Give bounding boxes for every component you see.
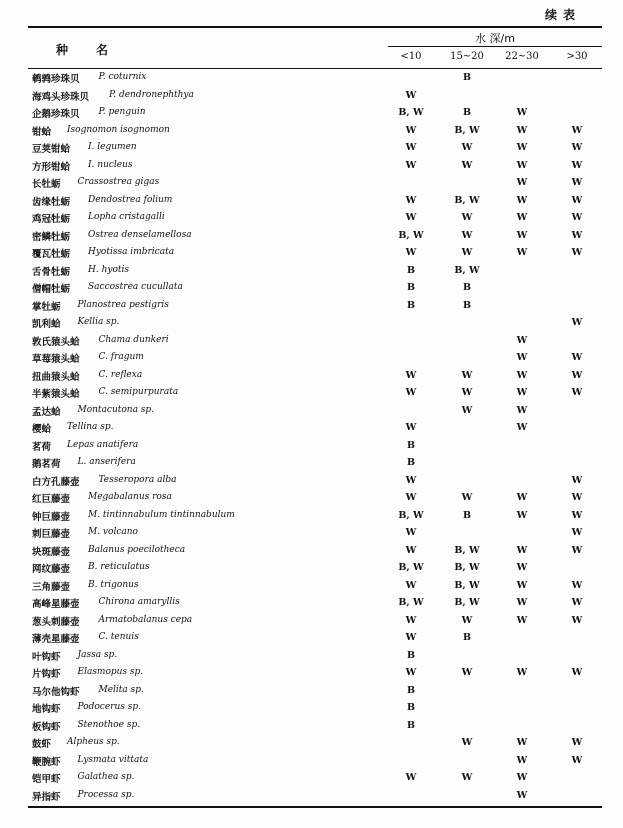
occurrence-cell: W	[516, 352, 528, 363]
occurrence-cell: B, W	[398, 562, 424, 573]
occurrence-cell: W	[571, 369, 583, 381]
table-row	[28, 349, 602, 367]
occurrence-cell: B	[406, 719, 416, 731]
common-name: 豆荚钳蛤	[32, 144, 71, 155]
scientific-name: Saccostrea cucullata	[88, 282, 183, 292]
scientific-name: Elasmopus sp.	[77, 667, 144, 677]
table-row	[28, 419, 602, 437]
common-name: 草莓猿头蛤	[32, 354, 80, 365]
scientific-name: Tesseropora alba	[98, 474, 177, 485]
occurrence-cell: W	[571, 124, 583, 136]
occurrence-cell: W	[571, 212, 583, 223]
scientific-name: B. reticulatus	[88, 562, 150, 572]
table-row	[28, 717, 602, 735]
occurrence-cell: W	[405, 632, 417, 643]
occurrence-cell: W	[516, 177, 528, 188]
occurrence-cell: W	[405, 124, 417, 136]
table-row	[28, 664, 602, 682]
occurrence-cell: W	[461, 614, 473, 626]
common-name: 长牡蛎	[32, 179, 61, 190]
occurrence-cell: B, W	[398, 509, 424, 521]
table-row	[28, 314, 602, 332]
occurrence-cell: B	[462, 632, 472, 643]
depth-col-22-30: 22~30	[505, 51, 539, 62]
occurrence-cell: W	[405, 387, 417, 398]
occurrence-cell: W	[516, 247, 528, 258]
scientific-name: M. tintinnabulum tintinnabulum	[88, 509, 235, 520]
common-name: 鹌鹑珍珠贝	[32, 74, 80, 85]
occurrence-cell: W	[516, 369, 528, 381]
table-row	[28, 104, 602, 122]
scientific-name: Planostrea pestigris	[77, 299, 169, 310]
occurrence-cell: W	[405, 369, 417, 381]
scientific-name: Armatobalanus cepa	[98, 614, 193, 625]
occurrence-cell: W	[516, 124, 528, 136]
occurrence-cell: W	[571, 194, 583, 206]
common-name: 三角藤壶	[32, 581, 71, 593]
scientific-name: Montacutona sp.	[77, 404, 155, 415]
occurrence-cell: W	[516, 509, 528, 521]
occurrence-cell: W	[516, 107, 528, 118]
occurrence-cell: W	[461, 387, 473, 398]
table-row	[28, 227, 602, 245]
occurrence-cell: W	[516, 229, 528, 241]
occurrence-cell: B	[406, 457, 416, 468]
scientific-name: Jassa sp.	[77, 649, 118, 660]
depth-header-rule	[388, 46, 602, 47]
occurrence-cell: W	[571, 492, 583, 503]
occurrence-cell: W	[571, 159, 583, 171]
common-name: 片钩虾	[32, 669, 61, 680]
occurrence-cell: W	[461, 737, 473, 748]
occurrence-cell: W	[405, 142, 417, 153]
common-name: 敦氏猿头蛤	[32, 336, 80, 348]
scientific-name: Dendostrea folium	[88, 194, 173, 205]
occurrence-cell: B, W	[454, 544, 480, 556]
scientific-name: Ostrea denselamellosa	[88, 229, 192, 240]
common-name: 茗荷	[32, 441, 52, 453]
occurrence-cell: W	[405, 247, 417, 258]
scientific-name: Stenothoe sp.	[77, 719, 141, 730]
occurrence-cell: B	[462, 282, 472, 293]
scientific-name: Kellia sp.	[77, 317, 120, 327]
common-name: 樱蛤	[32, 424, 52, 435]
common-name: 红巨藤壶	[32, 494, 71, 505]
scientific-name: P. penguin	[98, 107, 146, 117]
depth-col-15-20: 15~20	[450, 51, 484, 62]
occurrence-cell: W	[571, 754, 583, 766]
common-name: 扭曲猿头蛤	[32, 371, 80, 383]
table-row	[28, 157, 602, 175]
scientific-name: Tellina sp.	[67, 422, 114, 432]
table-row	[28, 647, 602, 665]
occurrence-cell: B, W	[454, 562, 480, 573]
occurrence-cell: W	[516, 422, 528, 433]
table-row	[28, 577, 602, 595]
table-row	[28, 769, 602, 787]
occurrence-cell: W	[516, 789, 528, 801]
table-row	[28, 402, 602, 420]
occurrence-cell: W	[571, 509, 583, 521]
occurrence-cell: W	[461, 159, 473, 171]
scientific-name: Balanus poecilotheca	[88, 544, 186, 555]
common-name: 铠甲虾	[32, 774, 61, 785]
scientific-name: Melita sp.	[98, 684, 144, 695]
occurrence-cell: W	[461, 492, 473, 503]
common-name: 企鹅珍珠贝	[32, 109, 80, 120]
scientific-name: Galathea sp.	[77, 772, 135, 782]
common-name: 马尔他钩虾	[32, 686, 80, 698]
table-row	[28, 699, 602, 717]
scientific-name: Lepas anatifera	[67, 439, 139, 450]
table-row	[28, 559, 602, 577]
table-row	[28, 209, 602, 227]
common-name: 覆瓦牡蛎	[32, 249, 71, 260]
occurrence-cell: W	[516, 614, 528, 626]
table-row	[28, 332, 602, 350]
common-name: 地钩虾	[32, 704, 61, 715]
occurrence-cell: W	[405, 772, 417, 783]
occurrence-cell: W	[516, 772, 528, 783]
scientific-name: C. reflexa	[98, 369, 143, 380]
occurrence-cell: W	[571, 737, 583, 748]
occurrence-cell: W	[461, 772, 473, 783]
table-row	[28, 69, 602, 87]
occurrence-cell: W	[571, 474, 583, 486]
occurrence-cell: W	[461, 229, 473, 241]
table-row	[28, 139, 602, 157]
species-column-header: 种名	[56, 43, 137, 57]
common-name: 薄壳星藤壶	[32, 634, 80, 645]
table-row	[28, 682, 602, 700]
occurrence-cell: W	[461, 142, 473, 153]
occurrence-cell: W	[516, 404, 528, 416]
scientific-name: I. nucleus	[88, 159, 133, 170]
occurrence-cell: W	[405, 492, 417, 503]
scientific-name: Hyotissa imbricata	[88, 247, 175, 257]
scientific-name: Alpheus sp.	[67, 737, 120, 747]
occurrence-cell: B	[406, 649, 416, 661]
occurrence-cell: W	[516, 544, 528, 556]
table-row	[28, 367, 602, 385]
species-table-body	[28, 69, 602, 804]
occurrence-cell: B, W	[398, 229, 424, 241]
scientific-name: Megabalanus rosa	[88, 492, 172, 502]
occurrence-cell: B	[406, 702, 416, 713]
common-name: 鞭腕虾	[32, 756, 61, 768]
common-name: 海鸡头珍珠贝	[32, 91, 90, 103]
depth-col-lt10: <10	[400, 51, 422, 62]
table-row	[28, 612, 602, 630]
scientific-name: I. legumen	[88, 142, 137, 152]
common-name: 鼓虾	[32, 739, 52, 750]
occurrence-cell: B, W	[454, 194, 480, 206]
occurrence-cell: B	[462, 72, 472, 83]
common-name: 孟达蛤	[32, 406, 61, 418]
occurrence-cell: W	[405, 89, 417, 101]
occurrence-cell: W	[571, 247, 583, 258]
occurrence-cell: B, W	[454, 264, 480, 276]
occurrence-cell: W	[461, 212, 473, 223]
occurrence-cell: W	[516, 737, 528, 748]
scientific-name: C. fragum	[98, 352, 144, 362]
occurrence-cell: B	[462, 509, 472, 521]
occurrence-cell: W	[405, 527, 417, 538]
occurrence-cell: W	[571, 667, 583, 678]
occurrence-cell: W	[405, 579, 417, 591]
occurrence-cell: B	[406, 264, 416, 276]
occurrence-cell: B	[406, 684, 416, 696]
occurrence-cell: W	[516, 194, 528, 206]
table-row	[28, 524, 602, 542]
occurrence-cell: W	[405, 614, 417, 626]
scientific-name: Lopha cristagalli	[88, 212, 165, 222]
occurrence-cell: W	[461, 667, 473, 678]
continued-table-label: 续表	[544, 8, 581, 22]
occurrence-cell: W	[571, 527, 583, 538]
occurrence-cell: B	[462, 107, 472, 118]
table-row	[28, 87, 602, 105]
common-name: 叶钩虾	[32, 651, 61, 663]
scientific-name: C. semipurpurata	[98, 387, 179, 397]
table-row	[28, 437, 602, 455]
scientific-name: C. tenuis	[98, 632, 139, 642]
scientific-name: B. trigonus	[88, 579, 139, 590]
common-name: 块斑藤壶	[32, 546, 71, 558]
scientific-name: P. dendronephthya	[109, 89, 194, 100]
occurrence-cell: W	[405, 212, 417, 223]
occurrence-cell: B, W	[454, 124, 480, 136]
table-row	[28, 542, 602, 560]
occurrence-cell: W	[405, 422, 417, 433]
occurrence-cell: B, W	[398, 107, 424, 118]
common-name: 高峰星藤壶	[32, 599, 80, 610]
table-row	[28, 489, 602, 507]
common-name: 鹅茗荷	[32, 459, 61, 470]
common-name: 异指虾	[32, 791, 61, 803]
scientific-name: Chirona amaryllis	[98, 597, 180, 607]
common-name: 板钩虾	[32, 721, 61, 733]
occurrence-cell: W	[571, 544, 583, 556]
water-depth-header: 水 深/m	[475, 32, 515, 45]
top-rule	[28, 26, 602, 28]
table-row	[28, 279, 602, 297]
table-row	[28, 174, 602, 192]
table-row	[28, 629, 602, 647]
scientific-name: Chama dunkeri	[98, 334, 169, 345]
common-name: 钟巨藤壶	[32, 511, 71, 523]
occurrence-cell: W	[516, 159, 528, 171]
occurrence-cell: W	[571, 387, 583, 398]
common-name: 掌牡蛎	[32, 301, 61, 313]
common-name: 鸡冠牡蛎	[32, 214, 71, 225]
occurrence-cell: W	[405, 544, 417, 556]
table-row	[28, 734, 602, 752]
occurrence-cell: W	[571, 317, 583, 328]
table-row	[28, 122, 602, 140]
common-name: 方形钳蛤	[32, 161, 71, 173]
occurrence-cell: W	[405, 667, 417, 678]
occurrence-cell: W	[405, 474, 417, 486]
scientific-name: Podocerus sp.	[77, 702, 141, 712]
occurrence-cell: W	[516, 334, 528, 346]
table-row	[28, 787, 602, 805]
scientific-name: H. hyotis	[88, 264, 129, 275]
common-name: 钳蛤	[32, 126, 52, 138]
table-row	[28, 594, 602, 612]
occurrence-cell: W	[516, 492, 528, 503]
common-name: 齿缘牡蛎	[32, 196, 71, 208]
occurrence-cell: W	[461, 247, 473, 258]
common-name: 凯利蛤	[32, 319, 61, 330]
occurrence-cell: W	[571, 597, 583, 608]
occurrence-cell: W	[571, 142, 583, 153]
occurrence-cell: W	[461, 369, 473, 381]
occurrence-cell: W	[516, 212, 528, 223]
occurrence-cell: W	[516, 142, 528, 153]
occurrence-cell: B, W	[454, 597, 480, 608]
table-row	[28, 384, 602, 402]
scientific-name: M. volcano	[88, 527, 138, 537]
occurrence-cell: W	[405, 159, 417, 171]
common-name: 网纹藤壶	[32, 564, 71, 575]
common-name: 白方孔藤壶	[32, 476, 80, 488]
common-name: 僧帽牡蛎	[32, 284, 71, 295]
occurrence-cell: B	[406, 299, 416, 311]
scientific-name: Crassostrea gigas	[77, 177, 160, 187]
occurrence-cell: B	[462, 299, 472, 311]
scientific-name: Isognomon isognomon	[67, 124, 170, 135]
table-row	[28, 752, 602, 770]
occurrence-cell: B	[406, 439, 416, 451]
occurrence-cell: W	[516, 579, 528, 591]
occurrence-cell: W	[571, 229, 583, 241]
table-row	[28, 472, 602, 490]
occurrence-cell: B, W	[398, 597, 424, 608]
occurrence-cell: W	[571, 352, 583, 363]
occurrence-cell: W	[461, 404, 473, 416]
table-row	[28, 454, 602, 472]
common-name: 密鳞牡蛎	[32, 231, 71, 243]
common-name: 刺巨藤壶	[32, 529, 71, 540]
table-row	[28, 192, 602, 210]
occurrence-cell: W	[516, 562, 528, 573]
scientific-name: Processa sp.	[77, 789, 135, 800]
common-name: 葱头刺藤壶	[32, 616, 80, 628]
scientific-name: P. coturnix	[98, 72, 147, 82]
table-row	[28, 297, 602, 315]
table-row	[28, 244, 602, 262]
occurrence-cell: B	[406, 282, 416, 293]
occurrence-cell: W	[405, 194, 417, 206]
depth-col-gt30: >30	[566, 51, 588, 62]
occurrence-cell: W	[516, 387, 528, 398]
common-name: 半紫猿头蛤	[32, 389, 80, 400]
table-row	[28, 507, 602, 525]
occurrence-cell: W	[516, 597, 528, 608]
table-row	[28, 262, 602, 280]
scientific-name: Lysmata vittata	[77, 754, 149, 765]
occurrence-cell: W	[571, 177, 583, 188]
occurrence-cell: W	[516, 754, 528, 766]
occurrence-cell: W	[571, 579, 583, 591]
scientific-name: L. anserifera	[77, 457, 136, 467]
occurrence-cell: W	[516, 667, 528, 678]
bottom-rule	[28, 806, 602, 808]
occurrence-cell: B, W	[454, 579, 480, 591]
occurrence-cell: W	[571, 614, 583, 626]
common-name: 舌骨牡蛎	[32, 266, 71, 278]
